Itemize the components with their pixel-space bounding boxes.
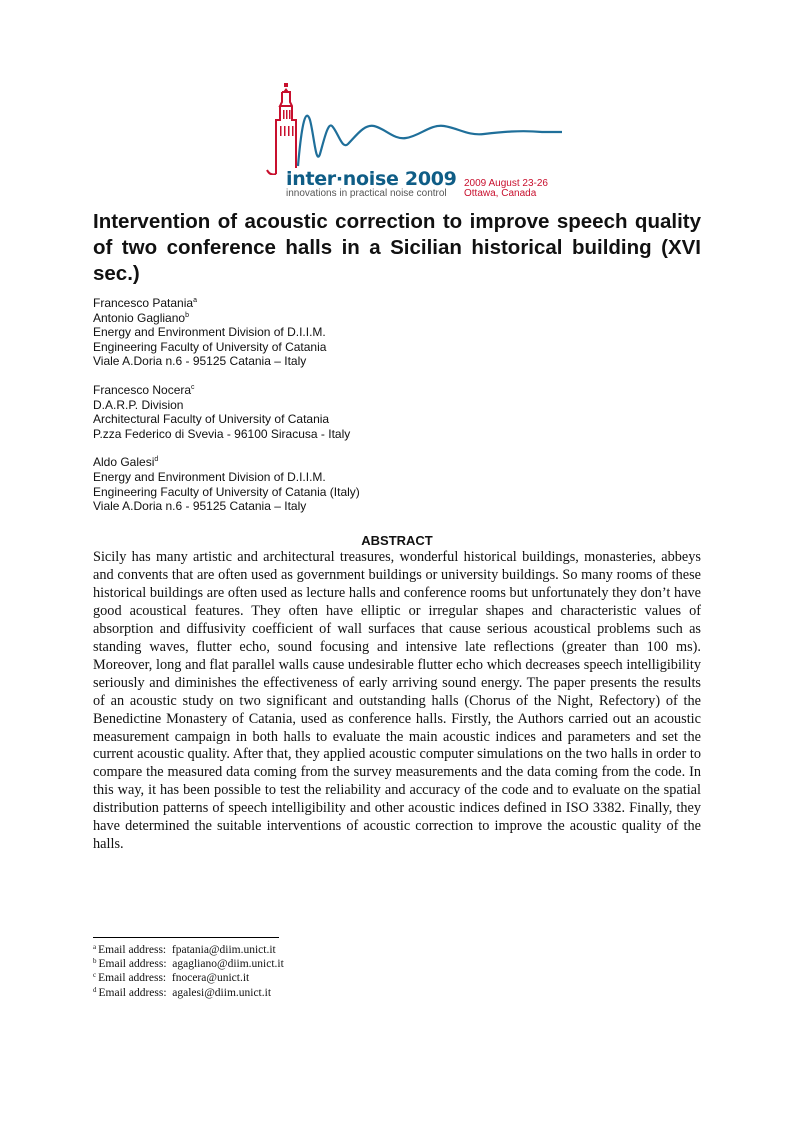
footnote-mark: a — [93, 943, 97, 951]
footnote: $^a$ Email address: fpatania@diim.unict.it — [93, 943, 276, 956]
affiliation-line: Architectural Faculty of University of Catania — [93, 412, 330, 427]
author-list — [93, 296, 701, 528]
author-group-3 — [93, 455, 701, 513]
affiliation-line: D.A.R.P. Division — [93, 397, 184, 412]
footnote: $^c$ Email address: fnocera@unict.it — [93, 971, 250, 985]
email-address: fpatania@diim.unict.it — [171, 944, 276, 956]
conference-tagline: innovations in practical noise control — [286, 188, 447, 199]
footnote-mark: d — [93, 985, 97, 994]
affiliation-line: Engineering Faculty of University of Catania — [93, 339, 327, 354]
email-address: agalesi@diim.unict.it — [172, 986, 272, 999]
author-name: Francesco Patania$^a$ — [93, 296, 197, 310]
affiliation-line: Viale A.Doria n.6 - 95125 Catania – Italy — [93, 354, 307, 369]
conference-brand: inter·noise 2009 — [286, 168, 457, 190]
author-name: Francesco Nocera$^c$ — [93, 382, 195, 397]
email-address: fnocera@unict.it — [171, 972, 250, 985]
paper-title: Intervention of acoustic correction to improve speech quality of two conference halls in a Sicilian historical building (XVI sec.) — [93, 210, 701, 285]
footnote-divider — [93, 937, 279, 938]
affiliation-line: Engineering Faculty of University of Catania (Italy) — [93, 484, 360, 499]
conference-logo — [262, 80, 562, 200]
conference-location: Ottawa, Canada — [464, 188, 537, 199]
affiliation-line: Viale A.Doria n.6 - 95125 Catania – Italy — [93, 499, 307, 514]
author-name: Antonio Gagliano$^b$ — [93, 310, 189, 325]
abstract-text: Sicily has many artistic and architectural treasures, wonderful historical buildings, monasteries, abbeys and convents that are often used as government buildings or university buildings. So many rooms of these historical buildings are often used as lecture halls and conference rooms but unfortunately they don’t have good acoustical features. They often have elliptic or irregular shapes and characteristic values of absorption and diffusivity coefficient of wall surfaces that cause serious acoustical problems such as standing waves, flutter echo, sound focusing and intensive late reflections (greater than 100 ms). Moreover, long and flat parallel walls cause undesirable flutter echo which decreases speech intelligibility seriously and diminishes the effectiveness of early arriving sound energy. The paper presents the results of an acoustic study on two significant and outstanding halls (Chorus of the Night, Refectory) of the Benedictine Monastery of Catania, used as conference halls. Firstly, the Authors carried out an acoustic measurement campaign in both halls to evaluate the main acoustic indices and parameters and set the current acoustic quality. After that, they applied acoustic computer simulations on the two halls in order to compare the measured data coming from the survey measurements and the data coming from the code. In this way, it has been possible to test the reliability and accuracy of the code and to evaluate on the spatial distribution patterns of speech intelligibility and other acoustic indices defined in ISO 3382. Finally, they have determined the suitable interventions of acoustic correction to improve the acoustic quality of the halls. — [93, 549, 701, 853]
author-group-1 — [93, 296, 701, 369]
affiliation-line: Energy and Environment Division of D.I.I.M. — [93, 325, 326, 340]
author-group-2 — [93, 383, 701, 441]
email-address: agagliano@diim.unict.it — [172, 958, 284, 971]
footnote-mark: a — [193, 297, 197, 304]
affiliation-line: P.zza Federico di Svevia - 96100 Siracusa - Italy — [93, 426, 351, 441]
footnote-mark: c — [93, 971, 97, 980]
footnote-mark: c — [191, 383, 195, 391]
footnote-mark: d — [154, 456, 159, 464]
tower-wave-icon — [262, 80, 562, 175]
abstract-heading: ABSTRACT — [361, 533, 433, 548]
footnotes — [93, 943, 701, 1000]
footnote-mark: b — [93, 957, 97, 966]
footnote: $^b$ Email address: agagliano@diim.unict.it — [93, 957, 284, 971]
footnote-mark: b — [185, 311, 189, 319]
footnote: $^d$ Email address: agalesi@diim.unict.it — [93, 985, 272, 999]
author-name: Aldo Galesi$^d$ — [93, 455, 159, 470]
affiliation-line: Energy and Environment Division of D.I.I.M. — [93, 469, 326, 484]
conference-date: 2009 August 23-26 — [464, 178, 548, 189]
